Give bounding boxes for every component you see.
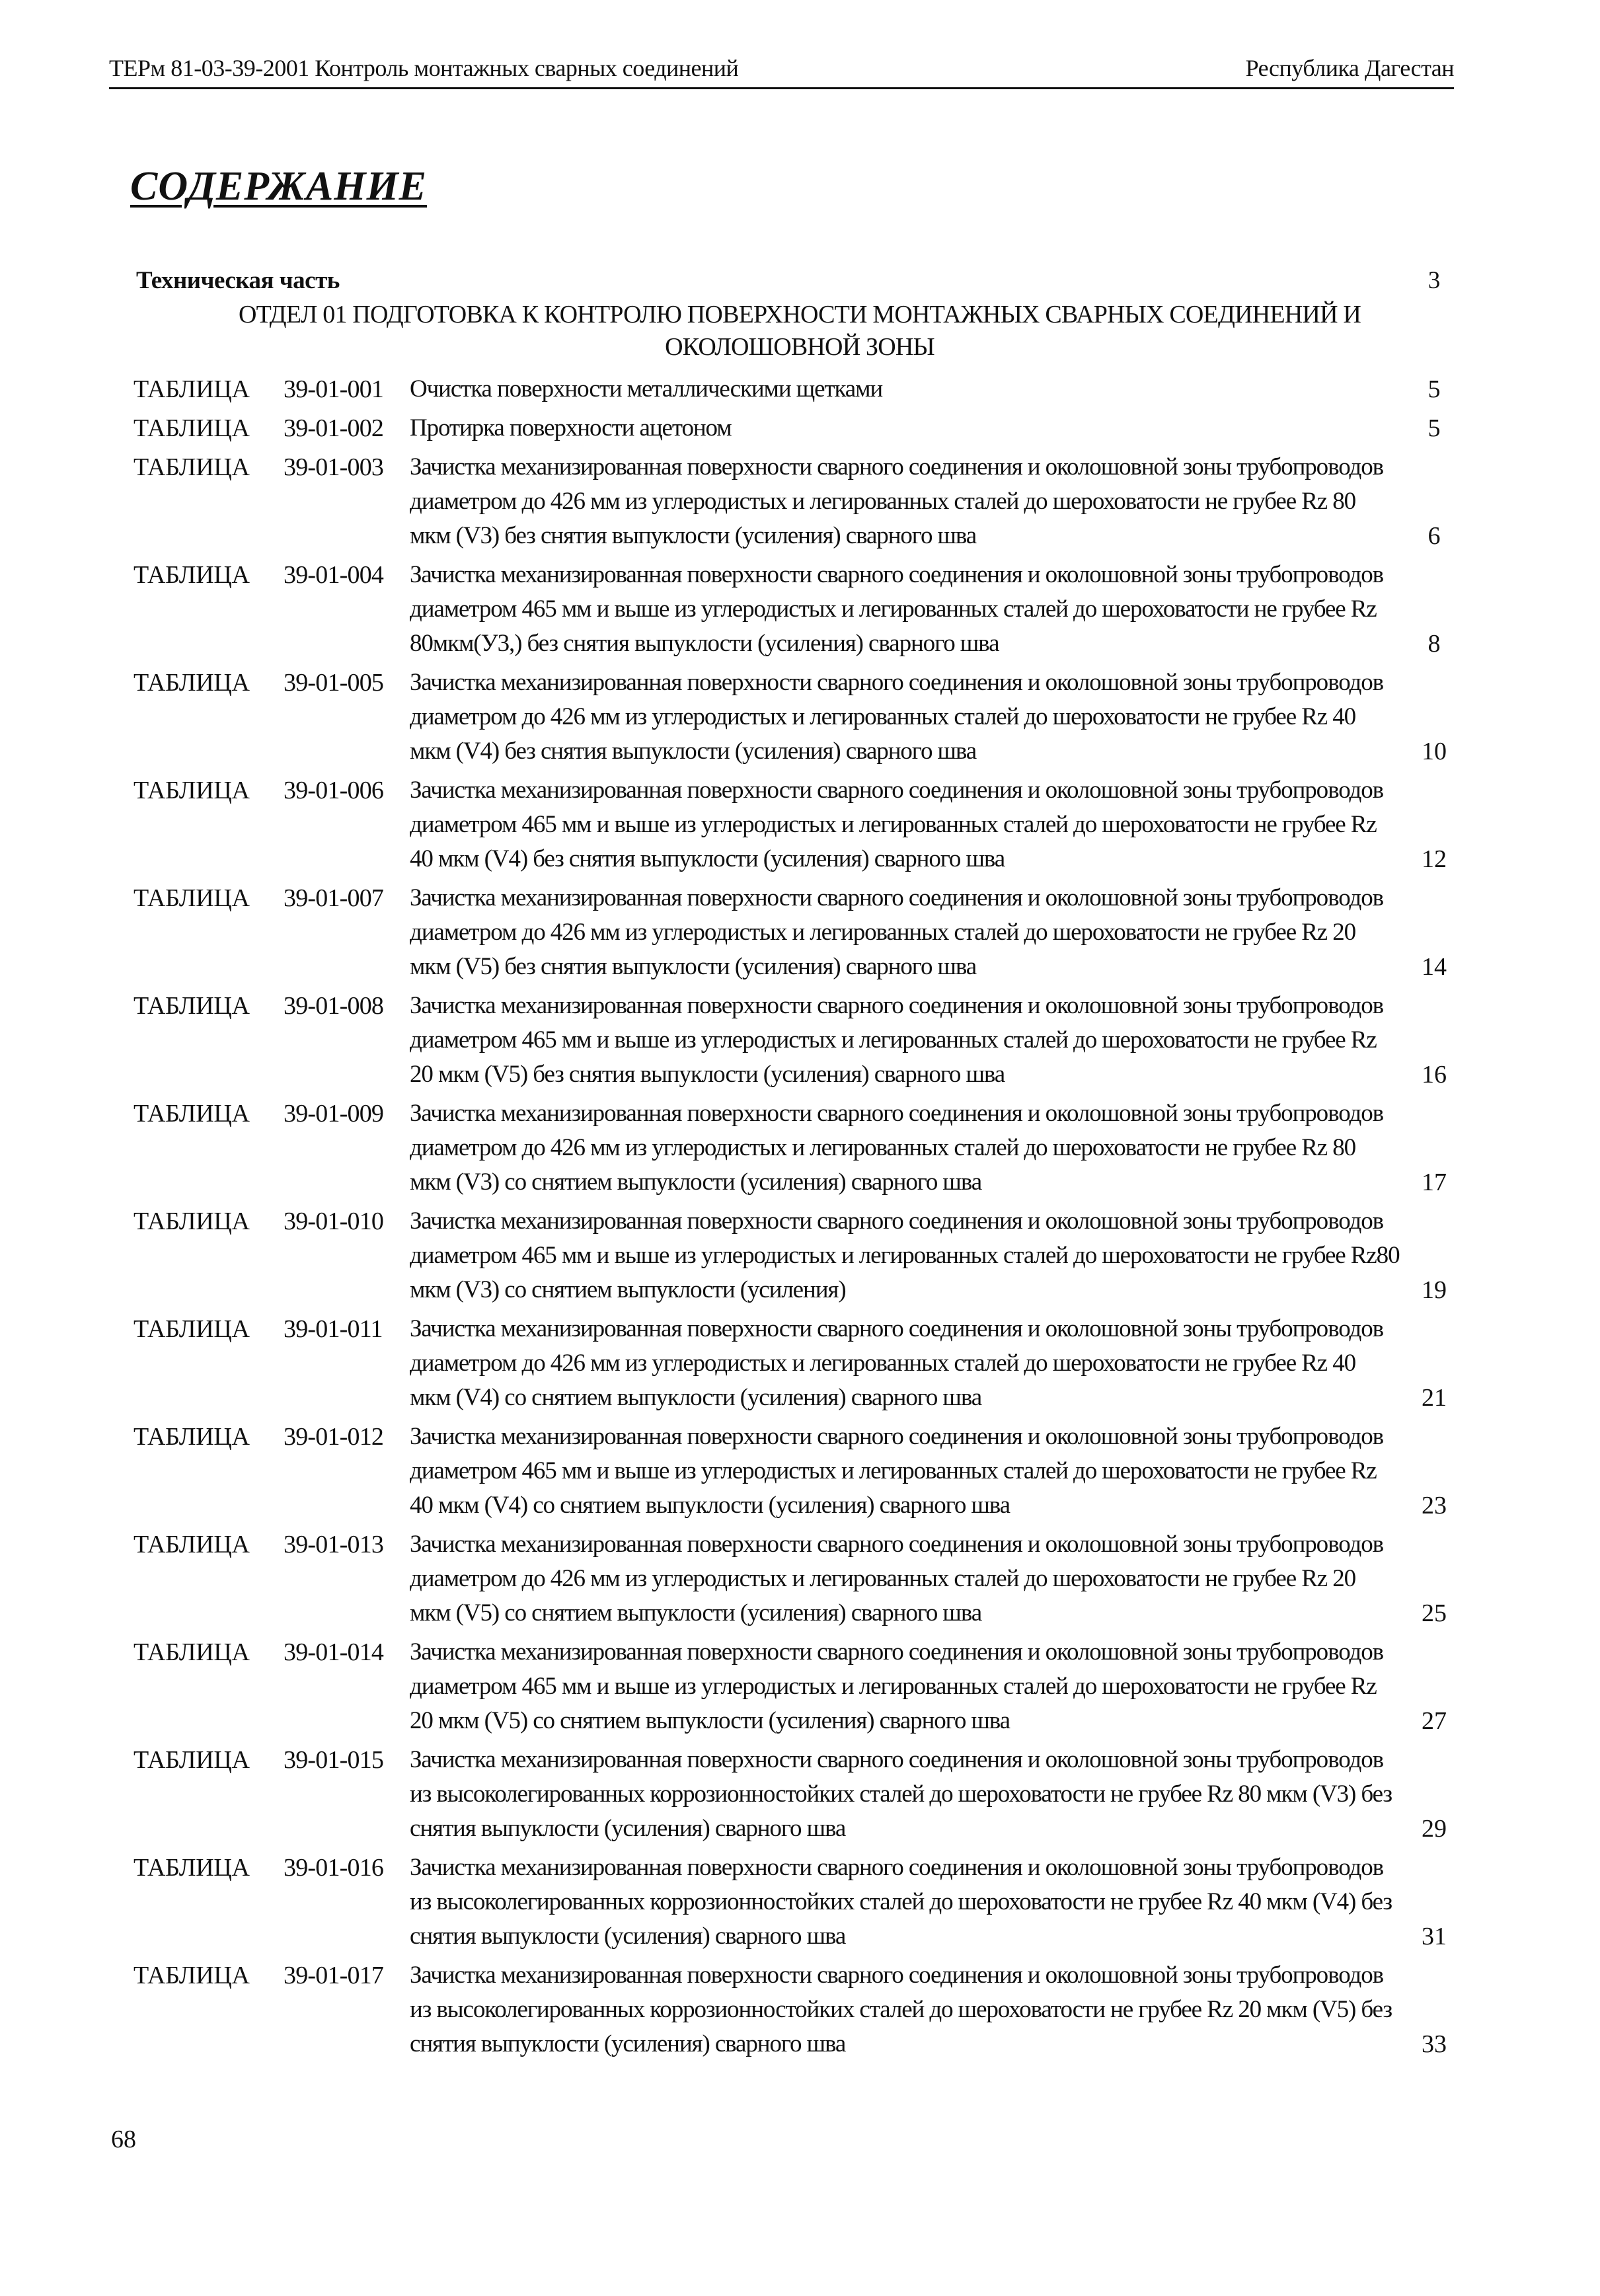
technical-part-page: 3	[1428, 267, 1441, 294]
technical-part-label: Техническая часть	[136, 267, 340, 294]
toc-entry-page: 5	[1428, 375, 1441, 403]
toc-entry-page: 10	[1422, 738, 1447, 765]
toc-entry-text: Очистка поверхности металлическими щетками	[410, 375, 883, 402]
toc-entry	[0, 1527, 1600, 1630]
toc-entry-code: 39-01-016	[284, 1854, 384, 1882]
header-document-title: ТЕРм 81-03-39-2001 Контроль монтажных сварных соединений	[109, 55, 739, 81]
toc-entry-text: Зачистка механизированная поверхности сварного соединения и околошовной зоны трубопроводов диаметром до 426 мм из углеродистых и легированных сталей до шероховатости не грубее Rz 80 мкм (V3) без снятия выпуклости (усиления) сварного шва	[410, 453, 1384, 549]
toc-entry-label: ТАБЛИЦА	[133, 1638, 250, 1666]
toc-entry-code: 39-01-006	[284, 777, 384, 804]
toc-entry-text: Зачистка механизированная поверхности сварного соединения и околошовной зоны трубопроводов диаметром до 426 мм из углеродистых и легированных сталей до шероховатости не грубее Rz 20 мкм (V5) со снятием выпуклости (усиления) сварного шва	[410, 1531, 1384, 1626]
toc-entry-code: 39-01-004	[284, 561, 384, 589]
toc-entry-page: 33	[1422, 2030, 1447, 2058]
toc-entry-page: 25	[1422, 1599, 1447, 1627]
toc-entry	[0, 666, 1600, 769]
toc-entry-page: 5	[1428, 414, 1441, 442]
toc-entry	[0, 1420, 1600, 1523]
toc-entry-page: 6	[1428, 522, 1441, 550]
toc-entry-text: Зачистка механизированная поверхности сварного соединения и околошовной зоны трубопроводов диаметром до 426 мм из углеродистых и легированных сталей до шероховатости не грубее Rz 40 мкм (V4) со снятием выпуклости (усиления) сварного шва	[410, 1315, 1384, 1411]
toc-entry-text: Зачистка механизированная поверхности сварного соединения и околошовной зоны трубопроводов диаметром 465 мм и выше из углеродистых и легированных сталей до шероховатости не грубее Rz80 мкм (V3) со снятием выпуклости (усиления)	[410, 1207, 1400, 1303]
toc-entry-text: Зачистка механизированная поверхности сварного соединения и околошовной зоны трубопроводов из высоколегированных коррозионностойких сталей до шероховатости не грубее Rz 20 мкм (V5) без снятия выпуклости (усиления) сварного шва	[410, 1962, 1392, 2057]
toc-entry	[0, 450, 1600, 553]
toc-entry-code: 39-01-007	[284, 884, 384, 912]
toc-entry-label: ТАБЛИЦА	[133, 1746, 250, 1774]
toc-entry-page: 19	[1422, 1276, 1447, 1304]
toc-entry-text: Зачистка механизированная поверхности сварного соединения и околошовной зоны трубопроводов из высоколегированных коррозионностойких сталей до шероховатости не грубее Rz 80 мкм (V3) без снятия выпуклости (усиления) сварного шва	[410, 1746, 1392, 1842]
toc-entry-code: 39-01-010	[284, 1207, 384, 1235]
page-title: СОДЕРЖАНИЕ	[130, 164, 428, 209]
toc-entry-label: ТАБЛИЦА	[133, 1207, 250, 1235]
toc-entry-code: 39-01-005	[284, 669, 384, 697]
toc-entry-page: 17	[1422, 1168, 1447, 1196]
toc-entry-code: 39-01-001	[284, 375, 384, 403]
toc-entry-text: Зачистка механизированная поверхности сварного соединения и околошовной зоны трубопроводов из высоколегированных коррозионностойких сталей до шероховатости не грубее Rz 40 мкм (V4) без снятия выпуклости (усиления) сварного шва	[410, 1854, 1392, 1950]
toc-entry-code: 39-01-013	[284, 1531, 384, 1558]
toc-entry	[0, 1743, 1600, 1846]
toc-entry-page: 23	[1422, 1492, 1447, 1519]
toc-entry-code: 39-01-009	[284, 1100, 384, 1128]
toc-entry-page: 8	[1428, 630, 1441, 658]
toc-entry	[0, 1096, 1600, 1200]
toc-entry-text: Протирка поверхности ацетоном	[410, 414, 732, 441]
toc-entry-code: 39-01-003	[284, 453, 384, 481]
toc-entry	[0, 773, 1600, 876]
toc-entry	[0, 989, 1600, 1092]
toc-entry-text: Зачистка механизированная поверхности сварного соединения и околошовной зоны трубопроводов диаметром 465 мм и выше из углеродистых и легированных сталей до шероховатости не грубее Rz 40 мкм (V4) без снятия выпуклости (усиления) сварного шва	[410, 777, 1384, 872]
toc-entry-code: 39-01-002	[284, 414, 384, 442]
toc-entry-page: 12	[1422, 845, 1447, 873]
toc-entry	[0, 1312, 1600, 1415]
toc-entry-page: 16	[1422, 1061, 1447, 1089]
toc-entry-code: 39-01-008	[284, 992, 384, 1020]
toc-entry-label: ТАБЛИЦА	[133, 992, 250, 1020]
toc-entry	[0, 411, 1600, 445]
header-region: Республика Дагестан	[1245, 55, 1454, 81]
toc-entry-label: ТАБЛИЦА	[133, 1100, 250, 1128]
page-number: 68	[111, 2125, 136, 2153]
toc-entry-label: ТАБЛИЦА	[133, 414, 250, 442]
toc-entry-text: Зачистка механизированная поверхности сварного соединения и околошовной зоны трубопроводов диаметром 465 мм и выше из углеродистых и легированных сталей до шероховатости не грубее Rz 80мкм(У3,) без снятия выпуклости (усиления) сварного шва	[410, 561, 1384, 657]
toc-entry-label: ТАБЛИЦА	[133, 1962, 250, 1989]
toc-entry-text: Зачистка механизированная поверхности сварного соединения и околошовной зоны трубопроводов диаметром до 426 мм из углеродистых и легированных сталей до шероховатости не грубее Rz 40 мкм (V4) без снятия выпуклости (усиления) сварного шва	[410, 669, 1384, 765]
toc-entry-label: ТАБЛИЦА	[133, 669, 250, 697]
toc-entry	[0, 881, 1600, 984]
toc-entry	[0, 1204, 1600, 1307]
toc-entry	[0, 372, 1600, 406]
toc-entry-page: 14	[1422, 953, 1447, 981]
toc-entry-label: ТАБЛИЦА	[133, 1531, 250, 1558]
toc-entry-text: Зачистка механизированная поверхности сварного соединения и околошовной зоны трубопроводов диаметром 465 мм и выше из углеродистых и легированных сталей до шероховатости не грубее Rz 40 мкм (V4) со снятием выпуклости (усиления) сварного шва	[410, 1423, 1384, 1519]
toc-entry-code: 39-01-017	[284, 1962, 384, 1989]
toc-entry	[0, 1851, 1600, 1954]
toc-entry	[0, 1958, 1600, 2061]
toc-entry-text: Зачистка механизированная поверхности сварного соединения и околошовной зоны трубопроводов диаметром до 426 мм из углеродистых и легированных сталей до шероховатости не грубее Rz 80 мкм (V3) со снятием выпуклости (усиления) сварного шва	[410, 1100, 1384, 1196]
toc-entry-code: 39-01-015	[284, 1746, 384, 1774]
toc-entry-code: 39-01-014	[284, 1638, 384, 1666]
toc-entry-label: ТАБЛИЦА	[133, 777, 250, 804]
toc-entry-page: 27	[1422, 1707, 1447, 1735]
toc-entry	[0, 558, 1600, 661]
toc-entry-label: ТАБЛИЦА	[133, 1423, 250, 1451]
toc-entry-label: ТАБЛИЦА	[133, 561, 250, 589]
toc-entry-code: 39-01-011	[284, 1315, 383, 1343]
running-header	[109, 53, 1454, 89]
toc-entry-text: Зачистка механизированная поверхности сварного соединения и околошовной зоны трубопроводов диаметром 465 мм и выше из углеродистых и легированных сталей до шероховатости не грубее Rz 20 мкм (V5) без снятия выпуклости (усиления) сварного шва	[410, 992, 1384, 1088]
toc-entry-label: ТАБЛИЦА	[133, 1315, 250, 1343]
toc-entry-label: ТАБЛИЦА	[133, 453, 250, 481]
toc-entry-label: ТАБЛИЦА	[133, 1854, 250, 1882]
section-heading: ОТДЕЛ 01 ПОДГОТОВКА К КОНТРОЛЮ ПОВЕРХНОСТИ МОНТАЖНЫХ СВАРНЫХ СОЕДИНЕНИЙ И ОКОЛОШОВНОЙ ЗОНЫ	[238, 301, 1361, 361]
toc-entry-text: Зачистка механизированная поверхности сварного соединения и околошовной зоны трубопроводов диаметром 465 мм и выше из углеродистых и легированных сталей до шероховатости не грубее Rz 20 мкм (V5) со снятием выпуклости (усиления) сварного шва	[410, 1638, 1384, 1734]
toc-entry-label: ТАБЛИЦА	[133, 884, 250, 912]
toc-entry-list	[0, 372, 1600, 2066]
toc-entry-label: ТАБЛИЦА	[133, 375, 250, 403]
toc-entry-code: 39-01-012	[284, 1423, 384, 1451]
toc-entry-page: 29	[1422, 1815, 1447, 1843]
toc-entry-text: Зачистка механизированная поверхности сварного соединения и околошовной зоны трубопроводов диаметром до 426 мм из углеродистых и легированных сталей до шероховатости не грубее Rz 20 мкм (V5) без снятия выпуклости (усиления) сварного шва	[410, 884, 1384, 980]
toc-entry-page: 21	[1422, 1384, 1447, 1412]
toc-entry-page: 31	[1422, 1923, 1447, 1950]
toc-entry	[0, 1635, 1600, 1738]
